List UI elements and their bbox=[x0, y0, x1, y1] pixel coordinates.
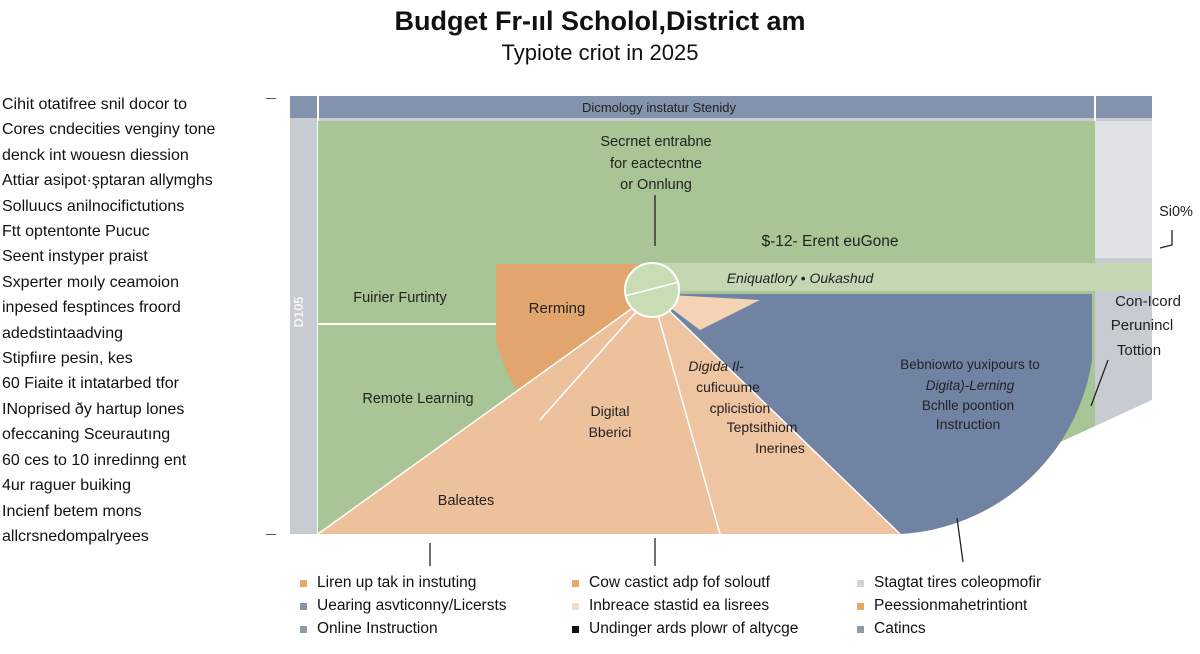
region-label-a: Fuirier Furtinty bbox=[353, 290, 447, 306]
legend-item bbox=[572, 574, 770, 592]
region-label-d: Rerming bbox=[528, 300, 586, 317]
side-note: Stipfiıre pesin, kes bbox=[2, 350, 133, 368]
side-note: Sxperter moıly ceamoion bbox=[2, 273, 179, 291]
side-note: ofeccaning Sceurautıng bbox=[2, 426, 171, 444]
side-note: INoprised ðy hartup lones bbox=[2, 400, 185, 418]
legend-swatch bbox=[572, 580, 579, 587]
legend-item bbox=[857, 574, 1041, 592]
region-label-f: Digida Il- bbox=[688, 358, 744, 374]
legend-label: Peessionmahetrintiont bbox=[874, 597, 1028, 614]
region-label-f: cuficuume bbox=[696, 379, 760, 395]
legend-label: Uearing asvticonny/Licersts bbox=[317, 597, 507, 614]
legend-swatch bbox=[300, 626, 307, 633]
side-note: Cihit otatifree snil docor to bbox=[2, 96, 187, 113]
region-label-b: Remote Learning bbox=[362, 391, 474, 407]
region-label-e: Digital bbox=[590, 403, 630, 419]
side-note: Solluucs anilnocifictutions bbox=[2, 197, 185, 215]
header-label: Dicmology instatur Stenidy bbox=[582, 100, 736, 115]
region-label-c: Baleates bbox=[437, 493, 495, 509]
legend-swatch bbox=[857, 580, 864, 587]
side-note: Incienf betem mons bbox=[2, 502, 142, 520]
legend-label: Catincs bbox=[874, 620, 926, 637]
legend-swatch bbox=[572, 603, 579, 610]
legend-swatch bbox=[857, 626, 864, 633]
region-label-h: Instruction bbox=[935, 416, 1001, 432]
legend-item bbox=[300, 597, 507, 615]
side-note: 4ur raguer buiking bbox=[2, 477, 131, 495]
legend-item bbox=[572, 597, 769, 615]
legend-item bbox=[857, 620, 926, 638]
diagram-title: Budget Fr-ııl Scholol,District am bbox=[394, 6, 806, 36]
top-note-line: for eactecntne bbox=[610, 156, 702, 172]
side-note: Seent instyper praist bbox=[2, 248, 148, 266]
side-note: Attiar asipot·şptaran allymghs bbox=[2, 172, 213, 190]
right-box-value: Si0% bbox=[1159, 204, 1193, 220]
region-label-h: Bchlle poontion bbox=[921, 398, 1015, 413]
region-label-e: Bberici bbox=[588, 424, 632, 440]
region-label-f: cplicistion bbox=[709, 400, 771, 416]
legend-item bbox=[300, 620, 438, 638]
right-annotation-line: Con-Icord bbox=[1115, 293, 1181, 310]
legend-swatch bbox=[857, 603, 864, 610]
side-note: Cores cndecities venginy tone bbox=[2, 121, 216, 139]
subheader-label: Eniquatlory • Oukashud bbox=[726, 270, 874, 286]
side-note: adedstintaadving bbox=[2, 324, 123, 342]
legend-swatch bbox=[572, 626, 579, 633]
side-note: Ftt optentonte Pucuc bbox=[2, 223, 150, 241]
legend-item bbox=[857, 597, 1027, 615]
legend-label: Cow castict adp fof soloutf bbox=[589, 574, 770, 591]
right-annotation-line: Perunincl bbox=[1110, 317, 1174, 334]
connector-line bbox=[1160, 230, 1172, 248]
region-label-g: Inerines bbox=[755, 440, 805, 456]
right-box bbox=[1095, 121, 1152, 258]
side-note: 60 ces to 10 inredinng ent bbox=[2, 451, 187, 469]
diagram-subtitle: Typiote criot in 2025 bbox=[501, 40, 699, 65]
legend-label: Online Instruction bbox=[317, 620, 438, 637]
region-label-h: Bebniowto yuxipours to bbox=[900, 357, 1040, 372]
legend-label: Undinger ards plowr of altycge bbox=[589, 620, 799, 637]
legend-item bbox=[572, 620, 798, 638]
right-annotation-line: Tottion bbox=[1116, 342, 1162, 359]
legend-item bbox=[300, 574, 476, 592]
side-note: denck int wouesn diession bbox=[2, 146, 189, 164]
top-note-line: or Onnlung bbox=[620, 177, 692, 193]
vertical-label: D105 bbox=[291, 296, 306, 328]
legend-label: Inbreace stastid ea lisrees bbox=[589, 597, 770, 614]
region-label-g: Teptsithiom bbox=[726, 419, 798, 435]
region-label-h: Digita)-Lerning bbox=[925, 378, 1015, 393]
side-note: 60 Fiaite it intatarbed tfor bbox=[2, 375, 179, 393]
legend-swatch bbox=[300, 580, 307, 587]
hub-circle bbox=[625, 263, 679, 317]
legend-label: Liren up tak in instuting bbox=[317, 574, 477, 591]
legend-swatch bbox=[300, 603, 307, 610]
side-note: inpesed fesptinces froord bbox=[2, 299, 181, 317]
mid-label: $-12- Erent euGone bbox=[761, 233, 899, 250]
side-note: allcrsnedompalryees bbox=[2, 527, 149, 545]
legend-label: Stagtat tires coleopmofir bbox=[874, 574, 1042, 591]
top-note-line: Secrnet entrabne bbox=[600, 134, 712, 150]
